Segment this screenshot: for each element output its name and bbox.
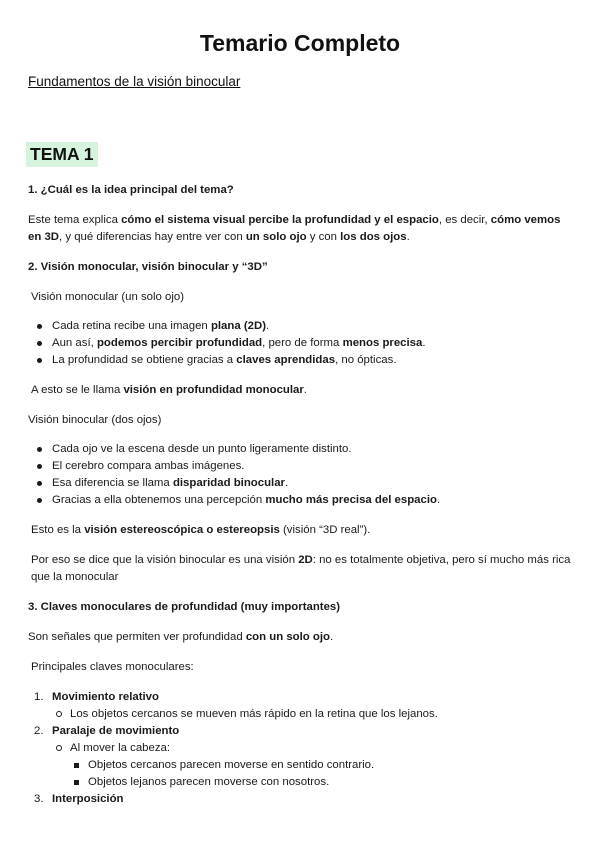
claves-list-label: Principales claves monoculares: <box>31 661 194 673</box>
document-body <box>28 182 576 808</box>
section-3-heading: 3. Claves monoculares de profundidad (muy importantes) <box>28 601 341 613</box>
section-1-heading: 1. ¿Cuál es la idea principal del tema? <box>28 184 234 196</box>
monocular-label: Visión monocular (un solo ojo) <box>31 291 185 303</box>
sub-sub-list-item: Objetos lejanos parecen moverse con nosotros. <box>28 774 576 791</box>
sub-list-item: Los objetos cercanos se mueven más rápido en la retina que los lejanos. <box>28 706 576 723</box>
sub-list-item: Al mover la cabeza: <box>28 740 576 757</box>
list-item: 2. Paralaje de movimiento <box>34 725 180 737</box>
list-item: El cerebro compara ambas imágenes. <box>28 458 576 475</box>
binocular-note: Esto es la visión estereoscópica o estereopsis (visión “3D real”). <box>31 524 371 536</box>
list-item: Gracias a ella obtenemos una percepción mucho más precisa del espacio. <box>28 492 576 509</box>
monocular-list <box>28 318 576 369</box>
list-item: 1. Movimiento relativo <box>34 691 159 703</box>
list-item: Aun así, podemos percibir profundidad, pero de forma menos precisa. <box>28 335 576 352</box>
section-2-heading: 2. Visión monocular, visión binocular y “3D” <box>28 261 268 273</box>
tema-label: TEMA 1 <box>26 142 98 167</box>
sub-sub-list-item: Objetos cercanos parecen moverse en sentido contrario. <box>28 757 576 774</box>
section-2-summary: Por eso se dice que la visión binocular es una visión 2D: no es totalmente objetiva, pero sí mucho más rica que la monocular <box>31 554 571 583</box>
section-3-intro: Son señales que permiten ver profundidad con un solo ojo. <box>28 631 334 643</box>
list-item: La profundidad se obtiene gracias a claves aprendidas, no ópticas. <box>28 352 576 369</box>
list-item: 3. Interposición <box>34 793 124 805</box>
document-subtitle: Fundamentos de la visión binocular <box>28 74 241 89</box>
list-item: Cada retina recibe una imagen plana (2D). <box>28 318 576 335</box>
binocular-list <box>28 441 576 509</box>
monocular-note: A esto se le llama visión en profundidad monocular. <box>31 384 307 396</box>
list-item: Cada ojo ve la escena desde un punto ligeramente distinto. <box>28 441 576 458</box>
binocular-label: Visión binocular (dos ojos) <box>28 414 162 426</box>
list-item: Esa diferencia se llama disparidad binocular. <box>28 475 576 492</box>
section-1-paragraph: Este tema explica cómo el sistema visual percibe la profundidad y el espacio, es decir, cómo vemos en 3D, y qué diferencias hay entre ver con un solo ojo y con los dos ojos. <box>28 214 561 243</box>
document-title: Temario Completo <box>199 30 401 56</box>
